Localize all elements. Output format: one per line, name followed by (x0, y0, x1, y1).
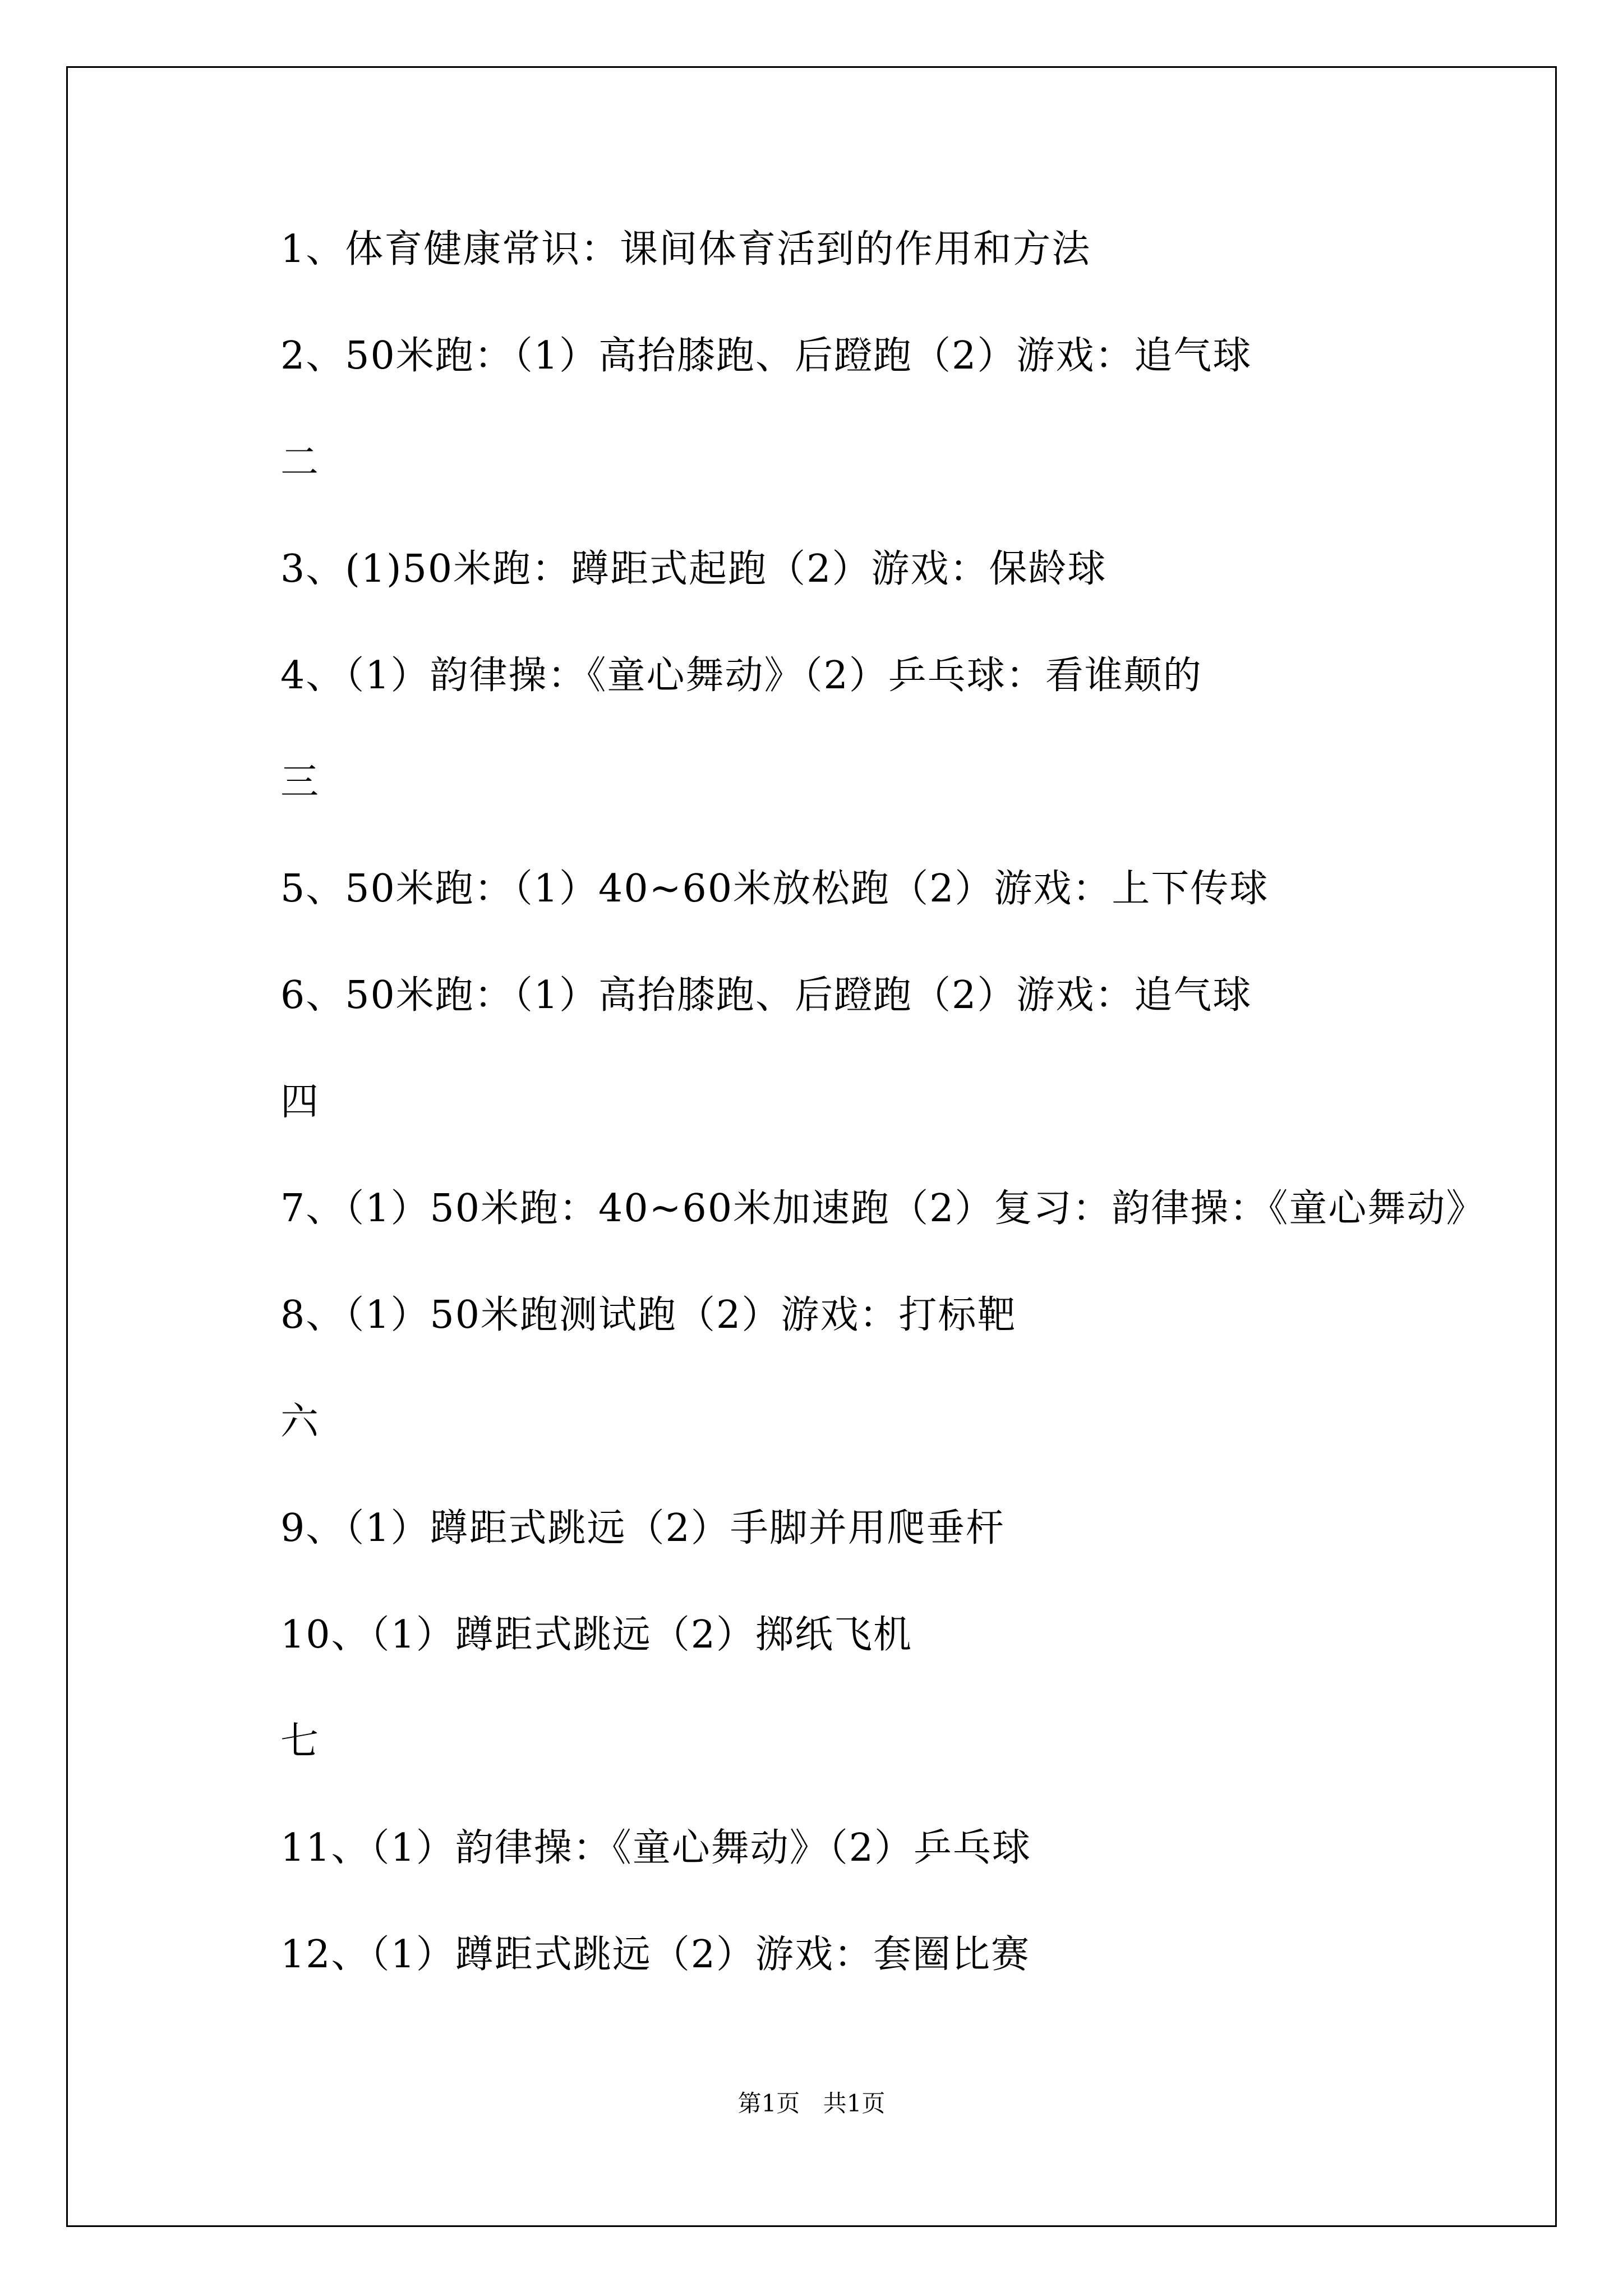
line-6: 6、50米跑：（1）高抬膝跑、后蹬跑（2）游戏：追气球 (280, 973, 1252, 1018)
page-number: 第1页 (737, 2090, 800, 2117)
line-8: 8、（1）50米跑测试跑（2）游戏：打标靶 (280, 1293, 1017, 1337)
line-2: 2、50米跑：（1）高抬膝跑、后蹬跑（2）游戏：追气球 (280, 334, 1252, 378)
section-heading-2: 二 (280, 440, 320, 485)
line-4: 4、（1）韵律操：《童心舞动》（2）乒乓球：看谁颠的 (280, 654, 1202, 698)
line-12: 12、（1）蹲距式跳远（2）游戏：套圈比赛 (280, 1932, 1031, 1977)
section-heading-6: 六 (280, 1400, 320, 1444)
section-heading-4: 四 (280, 1080, 320, 1124)
line-9: 9、（1）蹲距式跳远（2）手脚并用爬垂杆 (280, 1506, 1005, 1550)
section-heading-3: 三 (280, 760, 320, 804)
line-7: 7、（1）50米跑：40~60米加速跑（2）复习：韵律操：《童心舞动》 (280, 1186, 1486, 1231)
line-3: 3、(1)50米跑：蹲距式起跑（2）游戏：保龄球 (280, 547, 1107, 591)
line-11: 11、（1）韵律操：《童心舞动》（2）乒乓球 (280, 1826, 1032, 1870)
line-1: 1、体育健康常识：课间体育活到的作用和方法 (280, 227, 1091, 272)
line-5: 5、50米跑：（1）40~60米放松跑（2）游戏：上下传球 (280, 867, 1269, 911)
page-border (66, 66, 1557, 2227)
section-heading-7: 七 (280, 1719, 320, 1764)
page-total: 共1页 (823, 2090, 886, 2117)
line-10: 10、（1）蹲距式跳远（2）掷纸飞机 (280, 1613, 913, 1657)
page-footer (0, 2088, 1623, 2119)
